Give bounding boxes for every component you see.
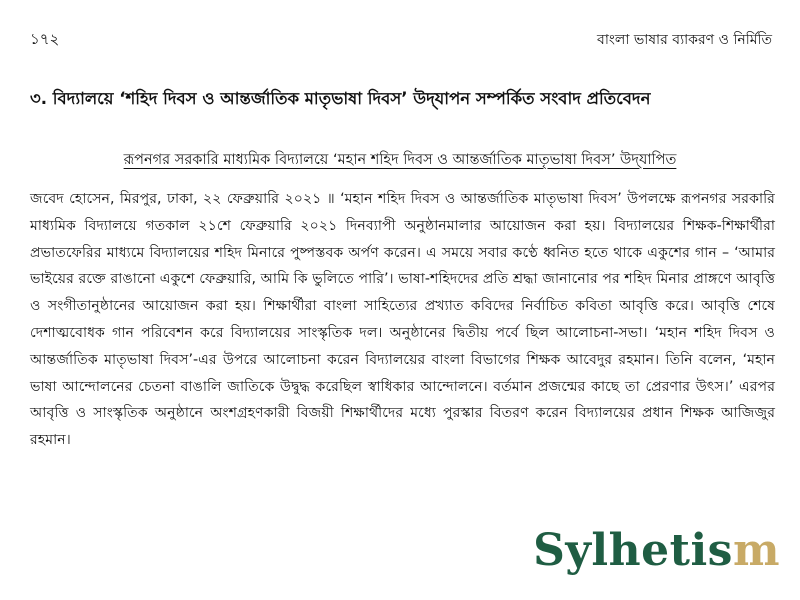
running-header: বাংলা ভাষার ব্যাকরণ ও নির্মিতি xyxy=(597,32,772,48)
section-heading: ৩. বিদ্যালয়ে ‘শহিদ দিবস ও আন্তর্জাতিক মাতৃভাষা দিবস’ উদ্‌যাপন সম্পর্কিত সংবাদ প্রতিবেদন xyxy=(30,89,651,108)
watermark-logo xyxy=(533,525,780,576)
page-number: ১৭২ xyxy=(30,30,60,48)
report-headline: রূপনগর সরকারি মাধ্যমিক বিদ্যালয়ে ‘মহান শহিদ দিবস ও আন্তর্জাতিক মাতৃভাষা দিবস’ উদ্‌যাপিত xyxy=(123,152,677,168)
watermark-accent-letter: m xyxy=(732,525,780,576)
report-body-paragraph: জবেদ হোসেন, মিরপুর, ঢাকা, ২২ ফেব্রুয়ারি ২০২১ ॥ ‘মহান শহিদ দিবস ও আন্তর্জাতিক মাতৃভাষা দিবস’ উপলক্ষে রূপনগর সরকারি মাধ্যমিক বিদ্যালয়ে গতকাল ২১শে ফেব্রুয়ারি ২০২১ দিনব্যাপী অনুষ্ঠানমালার আয়োজন করা হয়। বিদ্যালয়ের শিক্ষক-শিক্ষার্থীরা প্রভাতফেরির মাধ্যমে বিদ্যালয়ের শহিদ মিনারে পুষ্পস্তবক অর্পণ করেন। এ সময়ে সবার কণ্ঠে ধ্বনিত হতে থাকে একুশের গান – ‘আমার ভাইয়ের রক্তে রাঙানো একুশে ফেব্রুয়ারি, আমি কি ভুলিতে পারি’। ভাষা-শহিদদের প্রতি শ্রদ্ধা জানানোর পর শহিদ মিনার প্রাঙ্গণে আবৃত্তি ও সংগীতানুষ্ঠানের আয়োজন করা হয়। শিক্ষার্থীরা বাংলা সাহিত্যের প্রখ্যাত কবিদের নির্বাচিত কবিতা আবৃত্তি করে। আবৃত্তি শেষে দেশাত্মবোধক গান পরিবেশন করে বিদ্যালয়ের সাংস্কৃতিক দল। অনুষ্ঠানের দ্বিতীয় পর্বে ছিল আলোচনা-সভা। ‘মহান শহিদ দিবস ও আন্তর্জাতিক মাতৃভাষা দিবস’-এর উপরে আলোচনা করেন বিদ্যালয়ের বাংলা বিভাগের শিক্ষক আবেদুর রহমান। তিনি বলেন, ‘মহান ভাষা আন্দোলনের চেতনা বাঙালি জাতিকে উদ্বুদ্ধ করেছিল স্বাধিকার আন্দোলনে। বর্তমান প্রজন্মের কাছে তা প্রেরণার উৎস।’ এরপর আবৃত্তি ও সাংস্কৃতিক অনুষ্ঠানে অংশগ্রহণকারী বিজয়ী শিক্ষার্থীদের মধ্যে পুরস্কার বিতরণ করেন বিদ্যালয়ের প্রধান শিক্ষক আজিজুর রহমান। xyxy=(30,191,775,449)
watermark-text: Sylhetis xyxy=(533,525,733,576)
